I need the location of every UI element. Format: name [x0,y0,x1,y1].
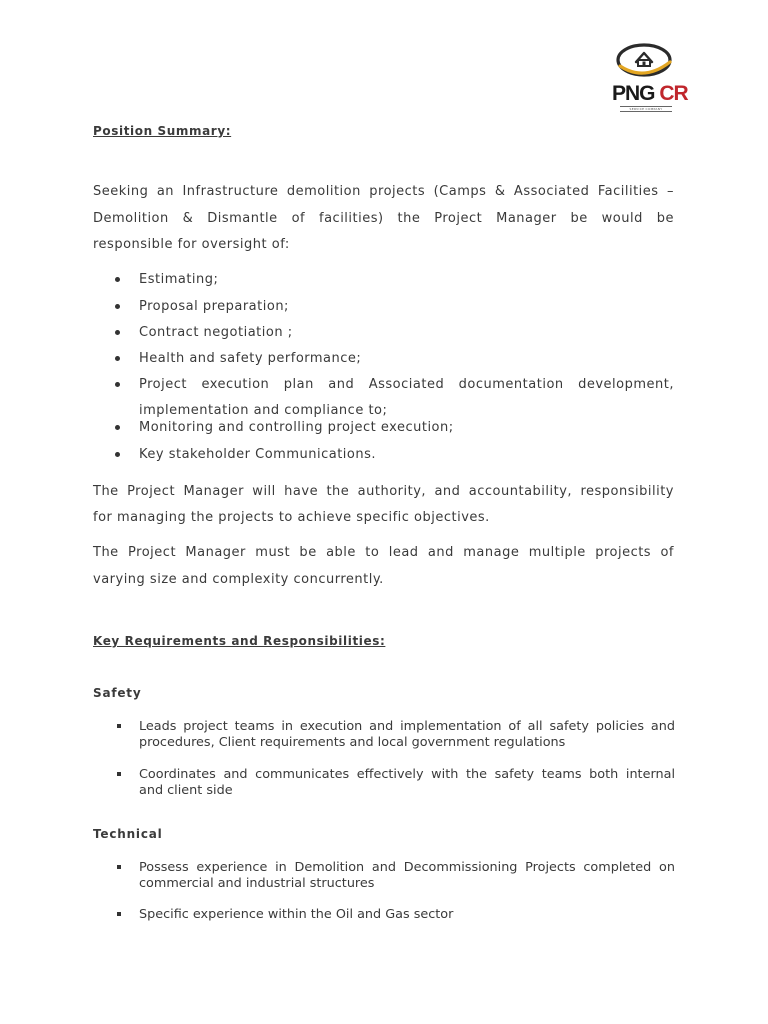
bullet-dot-icon [115,452,120,457]
list-item-text: Health and safety performance; [139,351,362,366]
safety-heading: Safety [93,686,142,700]
paragraph-2-line-1: The Project Manager must be able to lead and manage multiple projects of [93,545,674,560]
paragraph-1-line-2: for managing the projects to achieve specific objectives. [93,510,490,525]
paragraph-1-line-1: The Project Manager will have the authority, and accountability, responsibility [93,483,674,499]
list-item-text: Proposal preparation; [139,298,289,314]
square-bullet-icon [117,912,121,916]
bullet-dot-icon [115,277,120,282]
list-item-text: Key stakeholder Communications. [139,447,377,462]
bullet-dot-icon [115,382,120,387]
bullet-dot-icon [115,356,120,361]
logo-tagline: SERVICE COMPANY [620,106,672,112]
logo-png: PNG [612,82,655,105]
square-bullet-icon [117,772,121,776]
list-item-text: Project execution plan and Associated documentation development, [139,377,674,392]
technical-heading: Technical [93,827,163,841]
bullet-dot-icon [115,304,120,309]
list-item-text: implementation and compliance to; [139,403,388,418]
logo-ring-icon [610,40,678,80]
square-bullet-icon [117,865,121,869]
logo-wordmark [612,82,688,106]
intro-line-2: Demolition & Dismantle of facilities) the Project Manager be would be [93,210,674,226]
bullet-dot-icon [115,425,120,430]
intro-line-1: Seeking an Infrastructure demolition projects (Camps & Associated Facilities – [93,184,674,199]
intro-line-3: responsible for oversight of: [93,237,290,252]
key-requirements-heading: Key Requirements and Responsibilities: [93,634,386,648]
company-logo [610,40,688,114]
square-bullet-icon [117,724,121,728]
list-item-text: Leads project teams in execution and implementation of all safety policies and procedures, Client requirements and local government regulations [139,719,675,750]
list-item-text: Specific experience within the Oil and Gas sector [139,907,454,922]
list-item-text: Contract negotiation ; [139,324,293,340]
list-item-text: Possess experience in Demolition and Decommissioning Projects completed on commercial and industrial structures [139,860,675,891]
logo-cr: CR [659,82,688,105]
list-item-text: Monitoring and controlling project execution; [139,420,454,435]
list-item-text: Coordinates and communicates effectively with the safety teams both internal and client side [139,767,675,798]
bullet-dot-icon [115,330,120,335]
list-item-text: Estimating; [139,272,219,287]
paragraph-2-line-2: varying size and complexity concurrently. [93,571,384,587]
position-summary-heading: Position Summary: [93,124,232,138]
